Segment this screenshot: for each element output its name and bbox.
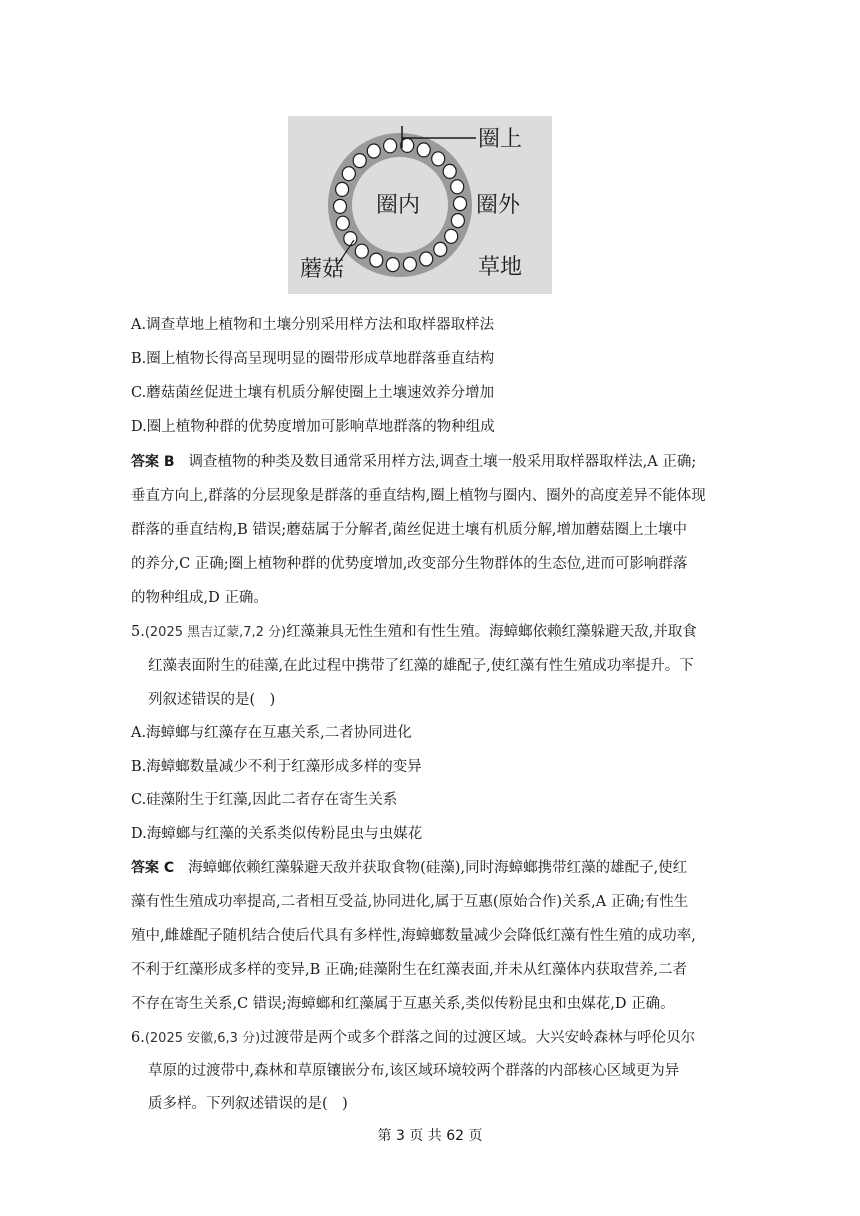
q6-stem-text-1: 过渡带是两个或多个群落之间的过渡区域。大兴安岭森林与呼伦贝尔: [260, 1030, 696, 1046]
mushroom-dot: [386, 258, 399, 272]
q5-source: (2025 黑吉辽蒙,7,2 分): [144, 625, 287, 640]
q5-answer-line-4: 不利于红藻形成多样的变异,B 正确;硅藻附生在红藻表面,并未从红藻体内获取营养,二者: [131, 962, 687, 978]
mushroom-dot: [344, 232, 357, 246]
mushroom-dot: [420, 252, 433, 266]
mushroom-dot: [417, 143, 430, 157]
q6-stem-line-2: 草原的过渡带中,森林和草原镶嵌分布,该区域环境较两个群落的内部核心区域更为异: [148, 1063, 680, 1079]
label-outside-ring: 圈外: [476, 193, 521, 218]
mushroom-dot: [434, 242, 447, 256]
mushroom-dot: [355, 244, 368, 258]
q4-answer-line-5: 的物种组成,D 正确。: [131, 590, 268, 606]
mushroom-dot: [367, 144, 380, 158]
label-mushroom: 蘑菇: [300, 257, 345, 282]
q5-answer-text-1: 海蟑螂依赖红藻躲避天敌并获取食物(硅藻),同时海蟑螂携带红藻的雄配子,使红: [188, 860, 688, 876]
q4-option-c: C.蘑菇菌丝促进土壤有机质分解使圈上土壤速效养分增加: [131, 385, 495, 401]
mushroom-dot: [454, 197, 467, 211]
q4-option-a: A.调查草地上植物和土壤分别采用样方法和取样器取样法: [131, 317, 495, 333]
page-footer: 第 3 页 共 62 页: [377, 1128, 483, 1144]
q5-stem-line-2: 红藻表面附生的硅藻,在此过程中携带了红藻的雄配子,使红藻有性生殖成功率提升。下: [148, 658, 694, 674]
mushroom-dot: [445, 229, 458, 243]
mushroom-dot: [353, 154, 366, 168]
mushroom-dot: [342, 167, 355, 181]
mushroom-dot: [370, 253, 383, 267]
q5-option-b: B.海蟑螂数量减少不利于红藻形成多样的变异: [131, 759, 422, 775]
q5-stem-line-3: 列叙述错误的是( ): [148, 692, 276, 708]
q4-answer-line-3: 群落的垂直结构,B 错误;蘑菇属于分解者,菌丝促进土壤有机质分解,增加蘑菇圈上土壤中: [131, 522, 687, 538]
q6-number: 6.: [131, 1030, 145, 1046]
q5-answer-key: 答案 C: [131, 860, 175, 876]
mushroom-dot: [384, 139, 397, 153]
q6-stem-line-1: [131, 1028, 695, 1049]
mushroom-dot: [336, 182, 349, 196]
q4-answer-line-2: 垂直方向上,群落的分层现象是群落的垂直结构,圈上植物与圈内、圈外的高度差异不能体现: [131, 488, 706, 504]
q4-answer-text-1: 调查植物的种类及数目通常采用样方法,调查土壤一般采用取样器取样法,A 正确;: [188, 454, 697, 470]
mushroom-dot: [451, 214, 464, 228]
q4-answer-line-4: 的养分,C 正确;圈上植物种群的优势度增加,改变部分生物群体的生态位,进而可影响群落: [131, 556, 688, 572]
q4-option-b: B.圈上植物长得高呈现明显的圈带形成草地群落垂直结构: [131, 351, 495, 367]
mushroom-ring-diagram: [288, 116, 552, 294]
q4-option-d: D.圈上植物种群的优势度增加可影响草地群落的物种组成: [131, 419, 495, 435]
q5-answer-line-1: [131, 858, 687, 878]
mushroom-dot: [451, 180, 464, 194]
label-inside-ring: 圈内: [376, 193, 421, 218]
label-on-ring: 圈上: [478, 127, 523, 152]
mushroom-dot: [403, 257, 416, 271]
mushroom-dot: [443, 164, 456, 178]
q5-stem-text-1: 红藻兼具无性生殖和有性生殖。海蟑螂依赖红藻躲避天敌,并取食: [286, 624, 697, 640]
q4-answer-line-1: [131, 452, 696, 472]
mushroom-ring-figure: [288, 116, 552, 294]
q5-answer-line-2: 藻有性生殖成功率提高,二者相互受益,协同进化,属于互惠(原始合作)关系,A 正确;有性生: [131, 894, 689, 910]
label-grassland: 草地: [478, 255, 523, 280]
mushroom-dot: [336, 216, 349, 230]
q5-number: 5.: [131, 624, 145, 640]
mushroom-dot: [432, 152, 445, 166]
mushroom-dot: [334, 199, 347, 213]
q5-answer-line-3: 殖中,雌雄配子随机结合使后代具有多样性,海蟑螂数量减少会降低红藻有性生殖的成功率,: [131, 928, 696, 944]
q5-option-c: C.硅藻附生于红藻,因此二者存在寄生关系: [131, 792, 398, 808]
q5-option-d: D.海蟑螂与红藻的关系类似传粉昆虫与虫媒花: [131, 826, 423, 842]
q5-answer-line-5: 不存在寄生关系,C 错误;海蟑螂和红藻属于互惠关系,类似传粉昆虫和虫媒花,D 正确。: [131, 996, 675, 1012]
q5-option-a: A.海蟑螂与红藻存在互惠关系,二者协同进化: [131, 725, 412, 741]
q5-stem-line-1: [131, 622, 697, 643]
q6-source: (2025 安徽,6,3 分): [144, 1031, 261, 1046]
q4-answer-key: 答案 B: [131, 454, 175, 470]
q6-stem-line-3: 质多样。下列叙述错误的是( ): [148, 1096, 348, 1112]
